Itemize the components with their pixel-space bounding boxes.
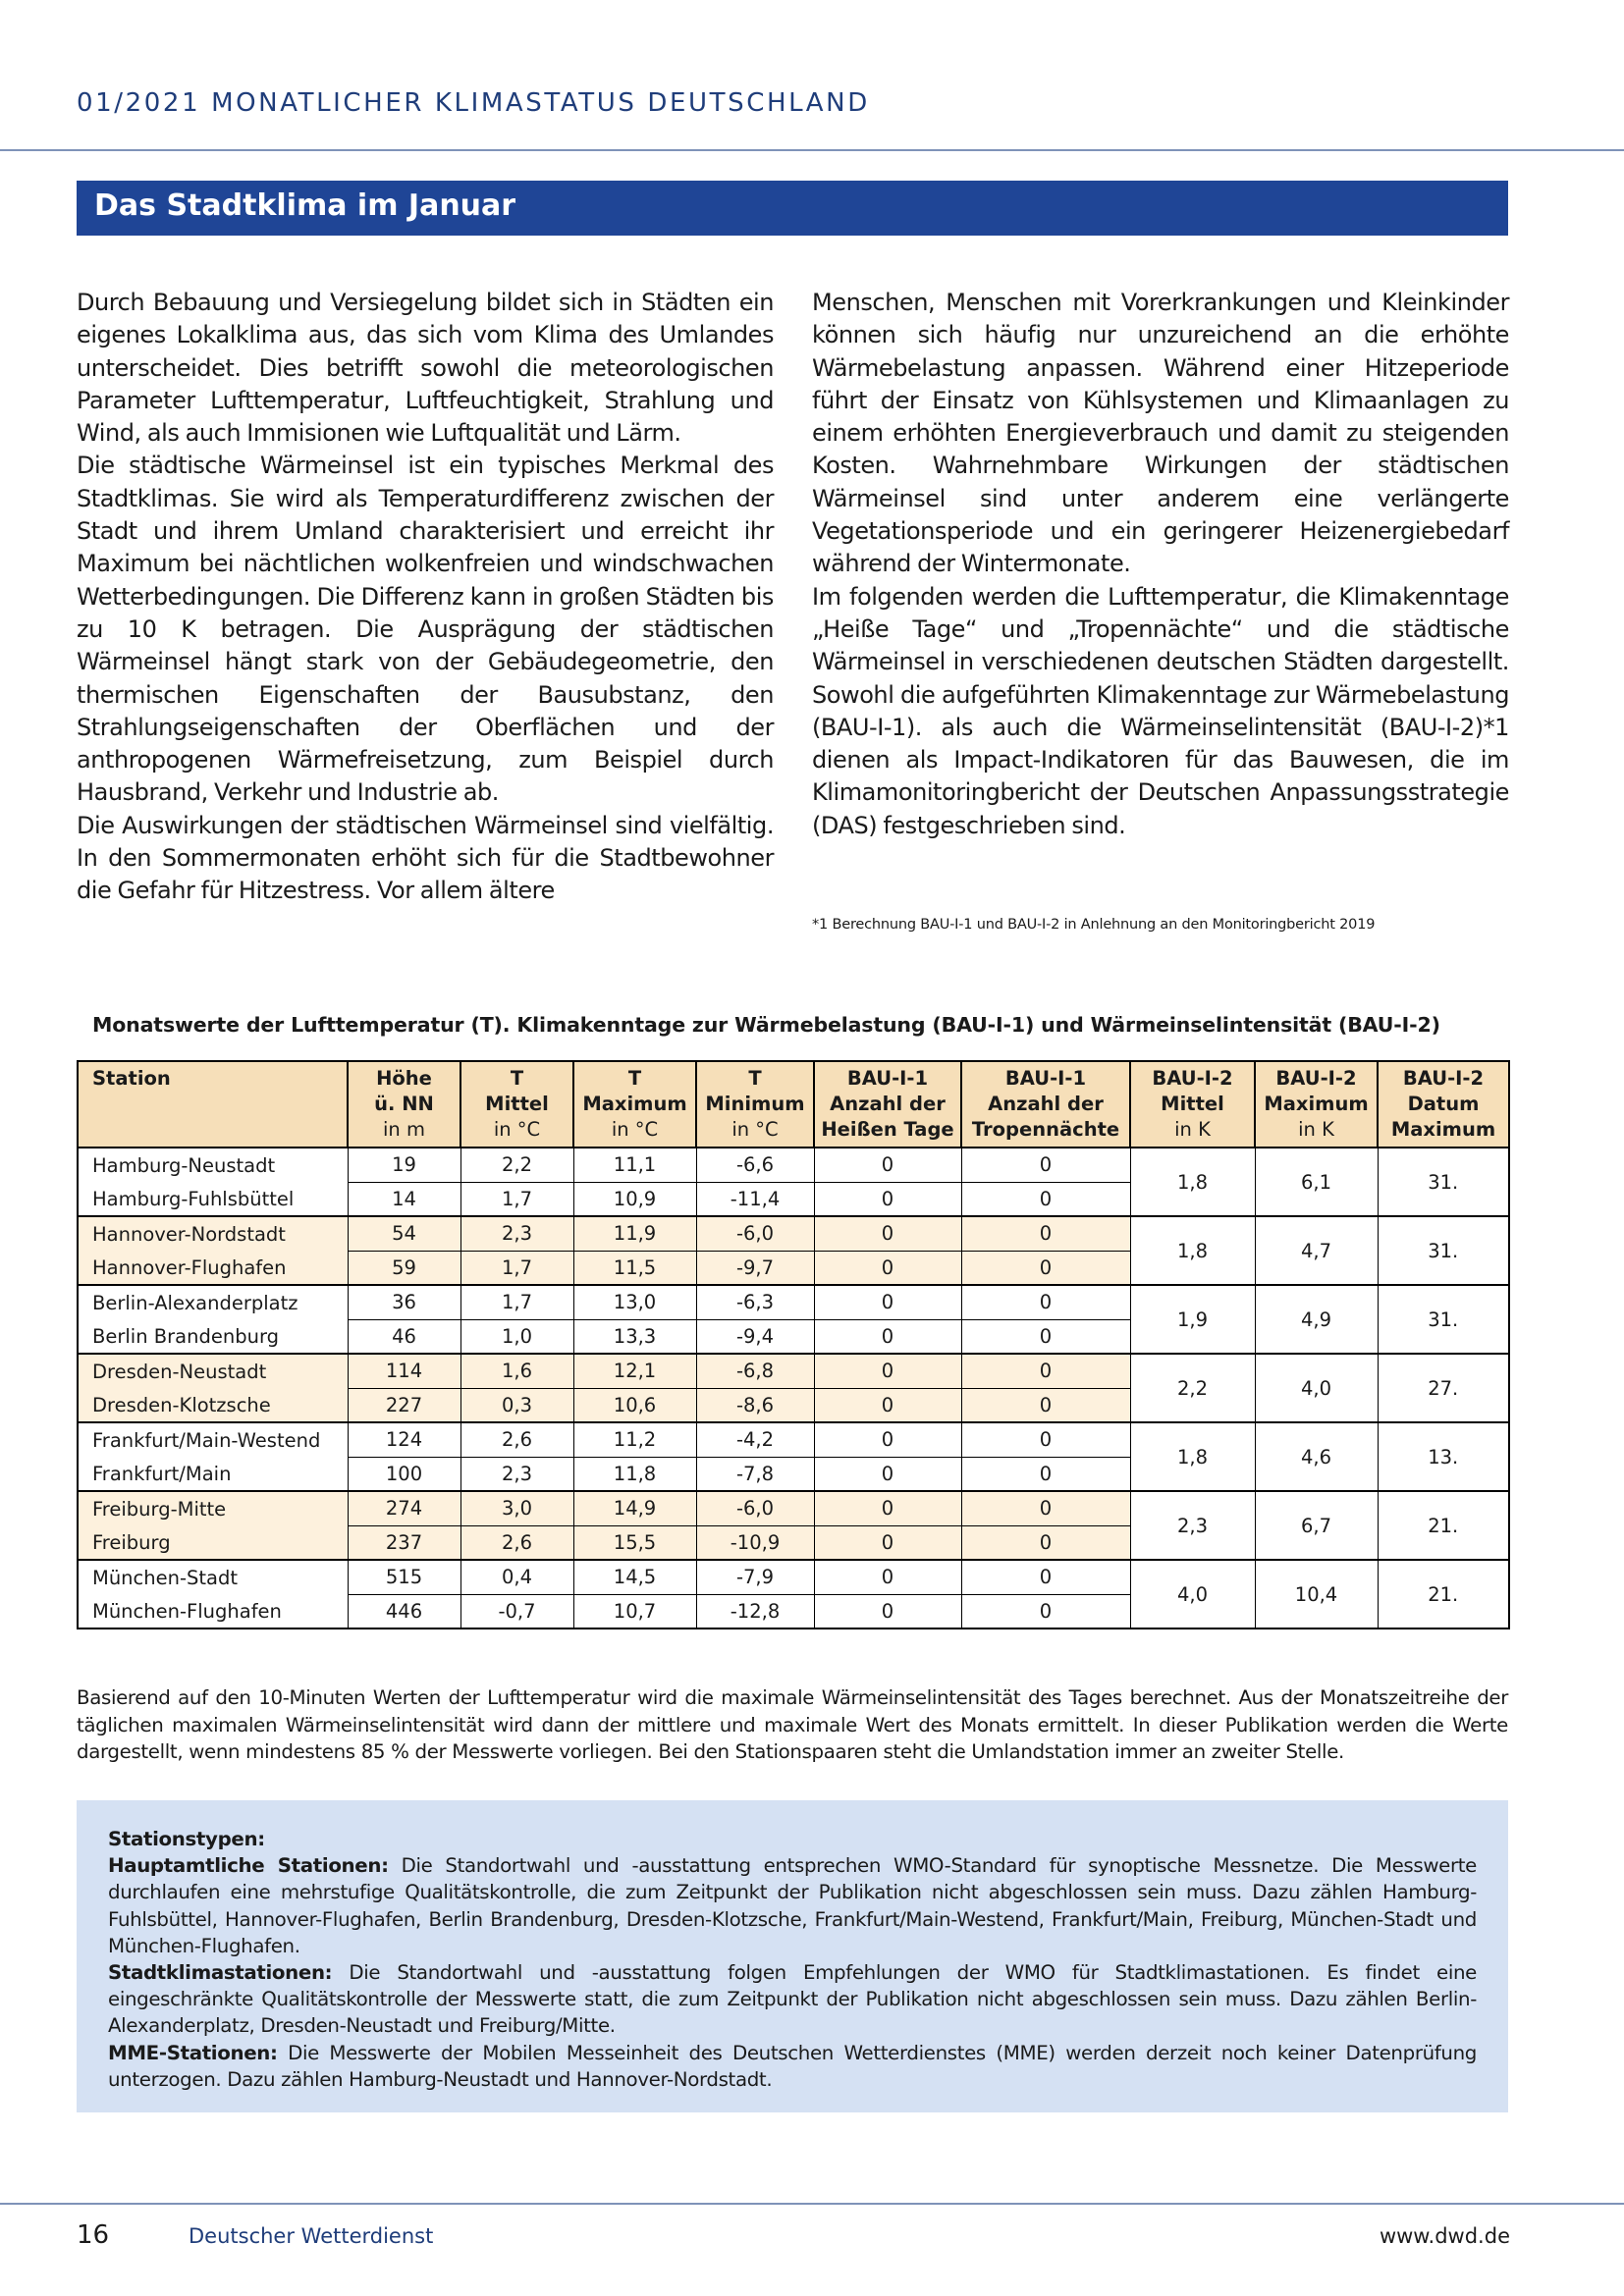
infobox-entry-label: MME-Stationen: [108, 2041, 278, 2064]
cell-t-min: -12,8 [696, 1594, 814, 1629]
cell-t-mittel: 2,6 [460, 1525, 573, 1560]
cell-t-max: 12,1 [573, 1354, 696, 1388]
cell-tropennaechte: 0 [961, 1594, 1130, 1629]
cell-heisse-tage: 0 [814, 1251, 961, 1285]
cell-wi-maximum: 10,4 [1255, 1560, 1378, 1629]
cell-hoehe: 46 [348, 1319, 460, 1354]
cell-t-max: 14,5 [573, 1560, 696, 1594]
cell-hoehe: 515 [348, 1560, 460, 1594]
cell-t-min: -6,8 [696, 1354, 814, 1388]
cell-t-mittel: 2,2 [460, 1148, 573, 1182]
paragraph: Im folgenden werden die Lufttemperatur, die Klimakenntage „Heiße Tage“ und „Tropennächte“ und die städtische Wärmeinsel in verschiedenen deutschen Städten dargestellt. Sowohl die aufgeführten Klimakenntage zur Wärmebelastung (BAU-I-1). als auch die Wärmeinselintensität (BAU-I-2)*1 dienen als Impact-Indikatoren für das Bauwesen, die im Klimamonitoringbericht der Deutschen Anpassungsstrategie (DAS) festgeschrieben sind. [812, 582, 1509, 839]
cell-t-max: 15,5 [573, 1525, 696, 1560]
infobox-entry [108, 1959, 1477, 2040]
station-name: Dresden-Neustadt [78, 1354, 348, 1388]
table-row [78, 1560, 1509, 1594]
table-row [78, 1422, 1509, 1457]
cell-t-mittel: 2,3 [460, 1216, 573, 1251]
cell-tropennaechte: 0 [961, 1148, 1130, 1182]
column-header: BAU-I-2 Mittel in K [1130, 1061, 1255, 1148]
infobox-entry-text: Die Messwerte der Mobilen Messeinheit des Deutschen Wetterdienstes (MME) werden derzeit noch keiner Datenprüfung unterzogen. Dazu zählen Hamburg-Neustadt und Hannover-Nordstadt. [108, 2041, 1477, 2091]
footnote: *1 Berechnung BAU-I-1 und BAU-I-2 in Anlehnung an den Monitoringbericht 2019 [812, 917, 1376, 933]
cell-t-max: 11,9 [573, 1216, 696, 1251]
cell-wi-datum: 21. [1378, 1491, 1509, 1560]
paragraph: Menschen, Menschen mit Vorerkrankungen und Kleinkinder können sich häufig nur unzureichend an die erhöhte Wärmebelastung anpassen. Während einer Hitzeperiode führt der Einsatz von Kühlsystemen und Klimaanlagen zu einem erhöhten Energieverbrauch und damit zu steigenden Kosten. Wahrnehmbare Wirkungen der städtischen Wärmeinsel sind unter anderem eine verlängerte Vegetationsperiode und ein geringerer Heizenergiebedarf während der Wintermonate. [812, 289, 1509, 578]
cell-heisse-tage: 0 [814, 1319, 961, 1354]
page-number: 16 [77, 2220, 110, 2250]
cell-hoehe: 274 [348, 1491, 460, 1525]
cell-t-min: -10,9 [696, 1525, 814, 1560]
cell-t-mittel: 1,7 [460, 1182, 573, 1216]
cell-wi-mittel: 1,8 [1130, 1216, 1255, 1285]
section-title: Das Stadtklima im Januar [77, 181, 1508, 236]
cell-t-mittel: 0,4 [460, 1560, 573, 1594]
cell-t-min: -11,4 [696, 1182, 814, 1216]
station-name: Frankfurt/Main-Westend [78, 1422, 348, 1457]
cell-wi-datum: 27. [1378, 1354, 1509, 1422]
station-name: Hamburg-Neustadt [78, 1148, 348, 1182]
cell-hoehe: 100 [348, 1457, 460, 1491]
cell-tropennaechte: 0 [961, 1422, 1130, 1457]
footer-divider [0, 2203, 1624, 2205]
cell-t-min: -6,0 [696, 1491, 814, 1525]
cell-hoehe: 54 [348, 1216, 460, 1251]
website-link[interactable]: www.dwd.de [1379, 2224, 1510, 2248]
column-header: Höhe ü. NN in m [348, 1061, 460, 1148]
cell-t-max: 11,2 [573, 1422, 696, 1457]
cell-wi-maximum: 4,7 [1255, 1216, 1378, 1285]
cell-heisse-tage: 0 [814, 1354, 961, 1388]
station-name: Frankfurt/Main [78, 1457, 348, 1491]
cell-wi-datum: 21. [1378, 1560, 1509, 1629]
station-name: Hannover-Nordstadt [78, 1216, 348, 1251]
station-name: Hamburg-Fuhlsbüttel [78, 1182, 348, 1216]
cell-wi-maximum: 6,7 [1255, 1491, 1378, 1560]
cell-t-max: 11,8 [573, 1457, 696, 1491]
cell-t-min: -4,2 [696, 1422, 814, 1457]
body-column-left [77, 287, 774, 908]
cell-wi-datum: 31. [1378, 1216, 1509, 1285]
infobox-entry [108, 2040, 1477, 2093]
cell-wi-mittel: 1,8 [1130, 1422, 1255, 1491]
column-header: BAU-I-2 Datum Maximum [1378, 1061, 1509, 1148]
cell-hoehe: 19 [348, 1148, 460, 1182]
running-head: 01/2021 MONATLICHER KLIMASTATUS DEUTSCHLAND [77, 88, 870, 118]
paragraph: Die städtische Wärmeinsel ist ein typisches Merkmal des Stadtklimas. Sie wird als Temperaturdifferenz zwischen der Stadt und ihrem Umland charakterisiert und erreicht ihr Maximum bei nächtlichen wolkenfreien und windschwachen Wetterbedingungen. Die Differenz kann in großen Städten bis zu 10 K betragen. Die Ausprägung der städtischen Wärmeinsel hängt stark von der Gebäudegeometrie, den thermischen Eigenschaften der Bausubstanz, den Strahlungseigenschaften der Oberflächen und der anthropogenen Wärmefreisetzung, zum Beispiel durch Hausbrand, Verkehr und Industrie ab. [77, 452, 774, 807]
cell-hoehe: 59 [348, 1251, 460, 1285]
cell-heisse-tage: 0 [814, 1285, 961, 1319]
cell-tropennaechte: 0 [961, 1457, 1130, 1491]
paragraph: Die Auswirkungen der städtischen Wärmeinsel sind vielfältig. In den Sommermonaten erhöht sich für die Stadtbewohner die Gefahr für Hitzestress. Vor allem ältere [77, 811, 774, 905]
cell-t-mittel: -0,7 [460, 1594, 573, 1629]
cell-heisse-tage: 0 [814, 1457, 961, 1491]
cell-hoehe: 446 [348, 1594, 460, 1629]
cell-t-mittel: 1,6 [460, 1354, 573, 1388]
cell-tropennaechte: 0 [961, 1216, 1130, 1251]
station-name: Freiburg-Mitte [78, 1491, 348, 1525]
cell-t-max: 10,6 [573, 1388, 696, 1422]
cell-heisse-tage: 0 [814, 1388, 961, 1422]
column-header: BAU-I-1 Anzahl der Tropennächte [961, 1061, 1130, 1148]
body-column-right [812, 287, 1509, 842]
column-header: BAU-I-1 Anzahl der Heißen Tage [814, 1061, 961, 1148]
cell-heisse-tage: 0 [814, 1148, 961, 1182]
station-name: Dresden-Klotzsche [78, 1388, 348, 1422]
infobox-entry-label: Stadtklimastationen: [108, 1961, 333, 1985]
cell-t-max: 11,1 [573, 1148, 696, 1182]
cell-tropennaechte: 0 [961, 1560, 1130, 1594]
table-row [78, 1491, 1509, 1525]
cell-t-mittel: 3,0 [460, 1491, 573, 1525]
cell-t-min: -8,6 [696, 1388, 814, 1422]
cell-heisse-tage: 0 [814, 1560, 961, 1594]
cell-wi-datum: 31. [1378, 1285, 1509, 1354]
cell-t-max: 13,3 [573, 1319, 696, 1354]
cell-t-mittel: 1,7 [460, 1251, 573, 1285]
table-row [78, 1354, 1509, 1388]
paragraph: Durch Bebauung und Versiegelung bildet sich in Städten ein eigenes Lokalklima aus, das sich vom Klima des Umlandes unterscheidet. Dies betrifft sowohl die meteorologischen Parameter Lufttemperatur, Luftfeuchtigkeit, Strahlung und Wind, als auch Immisionen wie Luftqualität und Lärm. [77, 289, 774, 448]
cell-hoehe: 14 [348, 1182, 460, 1216]
cell-tropennaechte: 0 [961, 1491, 1130, 1525]
cell-tropennaechte: 0 [961, 1285, 1130, 1319]
cell-tropennaechte: 0 [961, 1525, 1130, 1560]
cell-t-min: -6,0 [696, 1216, 814, 1251]
cell-tropennaechte: 0 [961, 1354, 1130, 1388]
cell-t-min: -9,7 [696, 1251, 814, 1285]
cell-wi-maximum: 4,9 [1255, 1285, 1378, 1354]
infobox-entry-label: Hauptamtliche Stationen: [108, 1854, 389, 1878]
cell-wi-mittel: 1,9 [1130, 1285, 1255, 1354]
cell-tropennaechte: 0 [961, 1251, 1130, 1285]
table-title: Monatswerte der Lufttemperatur (T). Klimakenntage zur Wärmebelastung (BAU-I-1) und Wärmeinselintensität (BAU-I-2) [92, 1013, 1440, 1037]
station-name: Berlin Brandenburg [78, 1319, 348, 1354]
cell-tropennaechte: 0 [961, 1388, 1130, 1422]
cell-t-min: -6,6 [696, 1148, 814, 1182]
cell-heisse-tage: 0 [814, 1182, 961, 1216]
column-header: Station [78, 1061, 348, 1148]
cell-t-max: 10,9 [573, 1182, 696, 1216]
column-header: T Minimum in °C [696, 1061, 814, 1148]
cell-t-mittel: 2,6 [460, 1422, 573, 1457]
table-row [78, 1216, 1509, 1251]
column-header: T Mittel in °C [460, 1061, 573, 1148]
cell-hoehe: 36 [348, 1285, 460, 1319]
infobox-entry-text: Die Standortwahl und -ausstattung entsprechen WMO-Standard für synoptische Messnetze. Die Messwerte durchlaufen eine mehrstufige Qualitätskontrolle, die zum Zeitpunkt der Publikation nicht abgeschlossen sein muss. Dazu zählen Hamburg-Fuhlsbüttel, Hannover-Flughafen, Berlin Brandenburg, Dresden-Klotzsche, Frankfurt/Main-Westend, Frankfurt/Main, Freiburg, München-Stadt und München-Flughafen. [108, 1854, 1477, 1957]
cell-t-mittel: 0,3 [460, 1388, 573, 1422]
station-name: München-Flughafen [78, 1594, 348, 1629]
cell-wi-mittel: 2,3 [1130, 1491, 1255, 1560]
cell-t-max: 10,7 [573, 1594, 696, 1629]
cell-wi-mittel: 4,0 [1130, 1560, 1255, 1629]
station-name: München-Stadt [78, 1560, 348, 1594]
cell-wi-mittel: 2,2 [1130, 1354, 1255, 1422]
cell-hoehe: 114 [348, 1354, 460, 1388]
infobox-entry-text: Die Standortwahl und -ausstattung folgen Empfehlungen der WMO für Stadtklimastationen. Es findet eine eingeschränkte Qualitätskontrolle der Messwerte statt, die zum Zeitpunkt der Publikation nicht abgeschlossen sein muss. Dazu zählen Berlin-Alexanderplatz, Dresden-Neustadt und Freiburg/Mitte. [108, 1961, 1477, 2038]
cell-tropennaechte: 0 [961, 1182, 1130, 1216]
cell-heisse-tage: 0 [814, 1525, 961, 1560]
cell-wi-maximum: 4,6 [1255, 1422, 1378, 1491]
cell-t-mittel: 1,7 [460, 1285, 573, 1319]
cell-heisse-tage: 0 [814, 1594, 961, 1629]
cell-t-min: -9,4 [696, 1319, 814, 1354]
cell-wi-datum: 31. [1378, 1148, 1509, 1216]
table-row [78, 1285, 1509, 1319]
cell-wi-maximum: 6,1 [1255, 1148, 1378, 1216]
cell-t-mittel: 2,3 [460, 1457, 573, 1491]
cell-t-max: 13,0 [573, 1285, 696, 1319]
cell-t-max: 14,9 [573, 1491, 696, 1525]
station-name: Freiburg [78, 1525, 348, 1560]
cell-wi-maximum: 4,0 [1255, 1354, 1378, 1422]
header-divider [0, 149, 1624, 151]
cell-wi-datum: 13. [1378, 1422, 1509, 1491]
table-note: Basierend auf den 10-Minuten Werten der Lufttemperatur wird die maximale Wärmeinselintensität des Tages berechnet. Aus der Monatszeitreihe der täglichen maximalen Wärmeinselintensität wird dann der mittlere und maximale Wert des Monats ermittelt. In dieser Publikation werden die Werte dargestellt, wenn mindestens 85 % der Messwerte vorliegen. Bei den Stationspaaren steht die Umlandstation immer an zweiter Stelle. [77, 1686, 1508, 1763]
cell-heisse-tage: 0 [814, 1216, 961, 1251]
station-name: Berlin-Alexanderplatz [78, 1285, 348, 1319]
station-name: Hannover-Flughafen [78, 1251, 348, 1285]
infobox-heading: Stationstypen: [108, 1828, 265, 1850]
cell-hoehe: 227 [348, 1388, 460, 1422]
cell-t-min: -7,8 [696, 1457, 814, 1491]
cell-t-max: 11,5 [573, 1251, 696, 1285]
station-types-box [77, 1800, 1508, 2112]
infobox-entry [108, 1852, 1477, 1959]
table-header-row [78, 1061, 1509, 1148]
cell-wi-mittel: 1,8 [1130, 1148, 1255, 1216]
cell-t-min: -6,3 [696, 1285, 814, 1319]
publisher-name: Deutscher Wetterdienst [189, 2224, 434, 2248]
cell-t-min: -7,9 [696, 1560, 814, 1594]
table-row [78, 1148, 1509, 1182]
column-header: BAU-I-2 Maximum in K [1255, 1061, 1378, 1148]
column-header: T Maximum in °C [573, 1061, 696, 1148]
table-body [78, 1148, 1509, 1629]
climate-table [77, 1060, 1510, 1629]
cell-tropennaechte: 0 [961, 1319, 1130, 1354]
cell-t-mittel: 1,0 [460, 1319, 573, 1354]
cell-hoehe: 237 [348, 1525, 460, 1560]
cell-heisse-tage: 0 [814, 1422, 961, 1457]
cell-heisse-tage: 0 [814, 1491, 961, 1525]
cell-hoehe: 124 [348, 1422, 460, 1457]
